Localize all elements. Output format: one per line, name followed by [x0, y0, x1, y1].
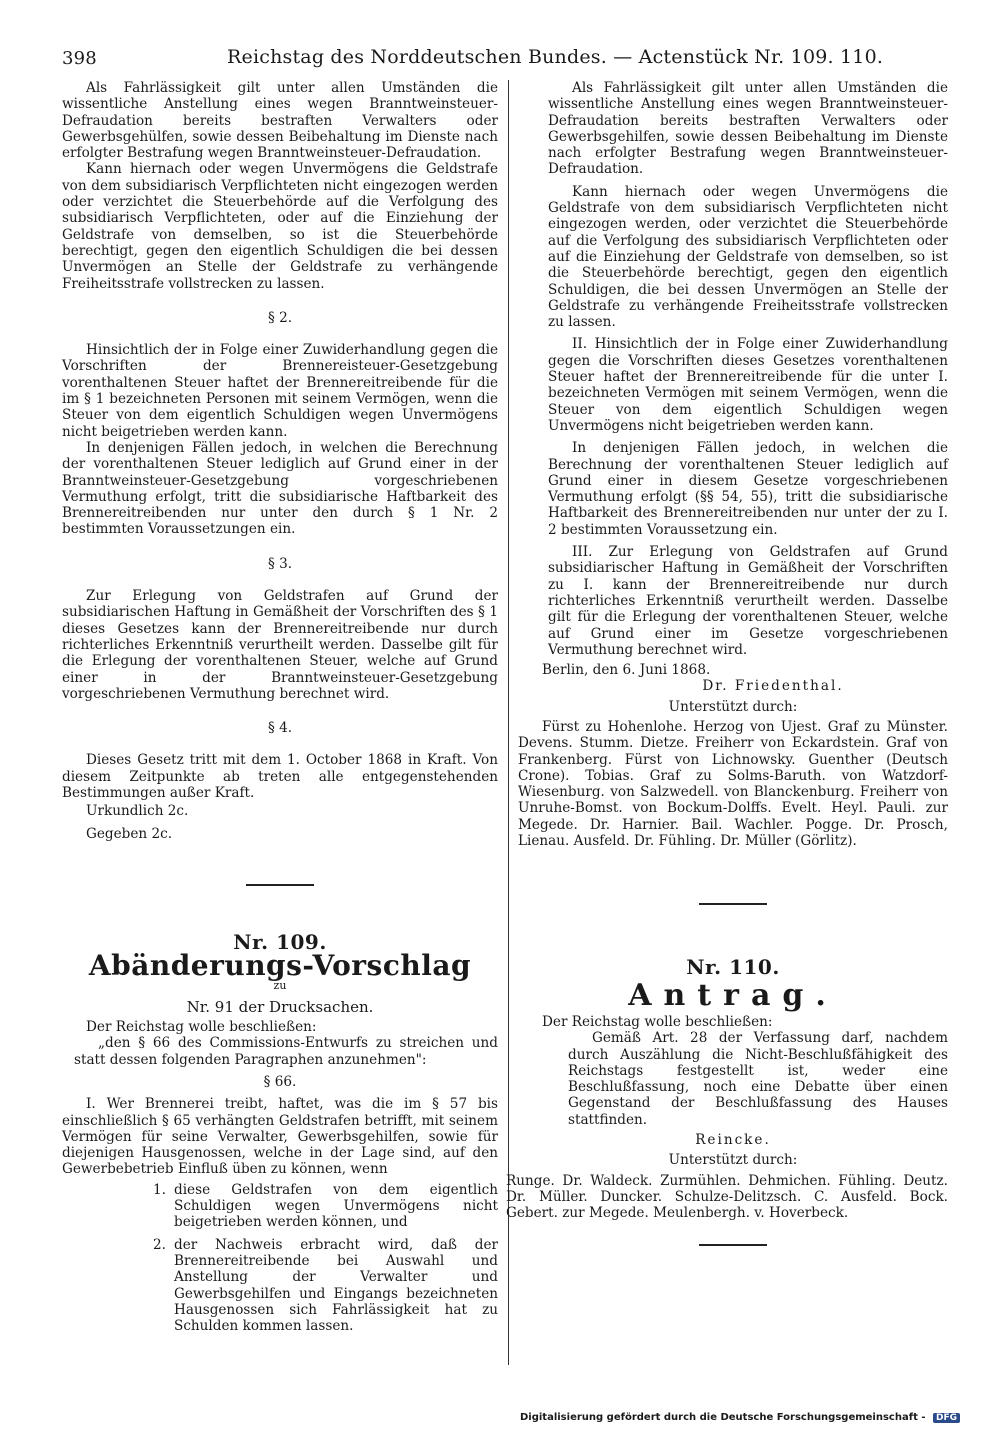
list-text: diese Geldstrafen von dem eigentlich Schuldigen wegen Unvermögens nicht beigetrieben werden können, und [174, 1181, 498, 1231]
paragraph: Als Fahrlässigkeit gilt unter allen Umständen die wissentliche Anstellung eines wegen Branntweinsteuer-Defraudation bereits bestraften Verwalters oder Gewerbsgehilfen, sowie dessen Beibehaltung im Dienste nach erfolgter Bestrafung wegen Branntweinsteuer-Defraudation. [548, 80, 948, 178]
document-reference: Nr. 91 der Drucksachen. [186, 997, 374, 1016]
supported-by: Unterstützt durch: [668, 1152, 798, 1169]
paragraph: In denjenigen Fällen jedoch, in welchen die Berechnung der vorenthaltenen Steuer lediglich auf Grund einer in diesem Gesetze vorgeschriebenen Vermuthung erfolgt (§§ 54, 55), tritt die subsidiarische Haftbarkeit des Brennereitreibenden nur unter der zu I. 2 bestimmten Voraussetzung ein. [548, 440, 948, 538]
paragraph: Gegeben 2c. [86, 825, 173, 842]
list-text: der Nachweis erbracht wird, daß der Brennereitreibende bei Auswahl und Anstellung der Verwalter und Gewerbsgehilfen und Eingangs bezeichneten Hausgenossen sich Fahrlässigkeit hat zu Schulden kommen lassen. [174, 1236, 498, 1335]
paragraph: Der Reichstag wolle beschließen: [542, 1013, 773, 1030]
dfg-logo: DFG [933, 1413, 960, 1423]
paragraph: Als Fahrlässigkeit gilt unter allen Umständen die wissentliche Anstellung eines wegen Branntweinsteuer-Defraudation bereits bestraften Verwalters oder Gewerbsgehülfen, sowie dessen Beibehaltung im Dienste nach erfolgter Bestrafung wegen Branntweinsteuer-Defraudation. [62, 80, 498, 162]
paragraph: Gemäß Art. 28 der Verfassung darf, nachdem durch Auszählung die Nicht-Beschlußfähigkeit des Reichstags festgestellt ist, weder eine Beschlußfassung, noch eine Debatte über einen Gegenstand der Beschlußfassung des Hauses stattfinden. [568, 1030, 948, 1128]
list-item [62, 1182, 498, 1231]
separator-rule [699, 1244, 767, 1246]
list-number: 2. [153, 1236, 166, 1253]
section-heading: § 3. [267, 555, 293, 572]
signer: Reincke. [695, 1132, 771, 1149]
right-column [506, 80, 948, 1246]
paragraph: Hinsichtlich der in Folge einer Zuwiderhandlung gegen die Vorschriften der Brennereisteuer-Gesetzgebung vorenthaltenen Steuer haftet der Brennereitreibende für die im § 1 bezeichneten Personen mit seinem Vermögen, wenn die Steuer von dem eigentlich Schuldigen wegen Unvermögens nicht beigetrieben werden kann. [62, 342, 498, 440]
footer-text: Digitalisierung gefördert durch die Deutsche Forschungsgemeinschaft - [519, 1412, 926, 1423]
paragraph: Kann hiernach oder wegen Unvermögens die Geldstrafe von dem subsidiarisch Verpflichteten nicht eingezogen werden, oder verzichtet die Steuerbehörde auf die Verfolgung des subsidiarisch Verpflichteten oder auf die Einziehung der Geldstrafe von demselben, so ist die Steuerbehörde berechtigt, gegen den eigentlich Schuldigen, die bei dessen Unvermögen an Stelle der Geldstrafe zu verhängende Freiheitsstrafe vollstrecken zu lassen. [548, 183, 948, 331]
date-line: Berlin, den 6. Juni 1868. [542, 662, 711, 679]
paragraph: Zur Erlegung von Geldstrafen auf Grund der subsidiarischen Haftung in Gemäßheit der Vorschriften des § 1 dieses Gesetzes kann der Brennereitreibende nur durch richterliches Erkenntniß verurtheilt werden. Dasselbe gilt für die Erlegung der vorenthaltenen Steuer, welche auf Grund einer in der Branntweinsteuer-Gesetzgebung vorgeschriebenen Vermuthung berechnet wird. [62, 588, 498, 702]
left-column [62, 80, 498, 1334]
signer: Dr. Friedenthal. [702, 678, 844, 695]
paragraph: In denjenigen Fällen jedoch, in welchen die Berechnung der vorenthaltenen Steuer lediglich auf Grund einer in der Branntweinsteuer-Gesetzgebung vorgeschriebenen Vermuthung erfolgt, tritt die subsidiarische Haftbarkeit des Brennereitreibenden nur unter den durch § 1 Nr. 2 bestimmten Voraussetzungen ein. [62, 439, 498, 538]
document-number: Nr. 109. [233, 929, 327, 954]
paragraph: Der Reichstag wolle beschließen: [86, 1019, 317, 1036]
footer-credit [520, 1412, 960, 1423]
document-number: Nr. 110. [686, 955, 780, 980]
supported-by: Unterstützt durch: [668, 698, 798, 715]
page-header [62, 44, 942, 74]
paragraph: Dieses Gesetz tritt mit dem 1. October 1868 in Kraft. Von diesem Zeitpunkte ab treten alle entgegenstehenden Bestimmungen außer Kraft. [62, 752, 498, 801]
section-heading: § 66. [263, 1073, 297, 1090]
document-title: Abänderungs-Vorschlag [88, 949, 472, 983]
document-title: Antrag. [628, 977, 838, 1013]
paragraph: III. Zur Erlegung von Geldstrafen auf Grund subsidiarischer Haftung in Gemäßheit der Vorschriften zu I. kann der Brennereitreibende nur durch richterliches Erkenntniß verurtheilt werden. Dasselbe gilt für die Erlegung der vorenthaltenen Steuer, welche auf Grund einer im Gesetze vorgeschriebenen Vermuthung berechnet wird. [548, 544, 948, 658]
paragraph: Kann hiernach oder wegen Unvermögens die Geldstrafe von dem subsidiarisch Verpflichteten nicht eingezogen werden oder verzichtet die Steuerbehörde auf die Verfolgung des subsidiarisch Verpflichteten, oder auf die Einziehung der Geldstrafe von demselben, so ist die Steuerbehörde berechtigt, gegen den eigentlich Schuldigen die bei dessen Unvermögen an Stelle der Geldstrafe zu verhängende Freiheitsstrafe vollstrecken zu lassen. [62, 161, 498, 292]
page-number: 398 [62, 48, 97, 69]
title-connector: zu [273, 979, 287, 993]
paragraph: „den § 66 des Commissions-Entwurfs zu streichen und statt dessen folgenden Paragraphen anzunehmen": [74, 1035, 498, 1068]
paragraph: Urkundlich 2c. [86, 803, 189, 820]
section-heading: § 4. [267, 720, 293, 737]
section-heading: § 2. [267, 309, 293, 326]
paragraph: II. Hinsichtlich der in Folge einer Zuwiderhandlung gegen die Vorschriften dieses Gesetzes vorenthaltenen Steuer haftet der Brennereitreibende für die unter I. bezeichneten Vermögen mit seinem Vermögen, wenn die Steuer von dem eigentlich Schuldigen wegen Unvermögens nicht beigetrieben werden kann. [548, 336, 948, 434]
list-number: 1. [153, 1181, 166, 1198]
list-item [62, 1237, 498, 1335]
paragraph: I. Wer Brennerei treibt, haftet, was die im § 57 bis einschließlich § 65 verhängten Geldstrafen betrifft, mit seinem Vermögen für seine Verwalter, Gewerbsgehilfen, sowie für diejenigen Hausgenossen, welche in der Lage sind, auf den Gewerbebetrieb Einfluß üben zu können, wenn [62, 1096, 498, 1178]
running-title: Reichstag des Norddeutschen Bundes. — Actenstück Nr. 109. 110. [227, 46, 884, 68]
supporter-names: Fürst zu Hohenlohe. Herzog von Ujest. Graf zu Münster. Devens. Stumm. Dietze. Freiherr von Eckardstein. Graf von Frankenberg. Fürst von Lichnowsky. Guenther (Deutsch Crone). Tobias. Graf zu Solms-Baruth. von Watzdorf-Wiesenburg. von Salzwedell. von Blanckenburg. Freiherr von Unruhe-Bomst. von Bockum-Dolffs. Evelt. Heyl. Pauli. zur Megede. Dr. Harnier. Bail. Wachler. Pogge. Dr. Prosch, Lienau. Ausfeld. Dr. Fühling. Dr. Müller (Görlitz). [518, 718, 948, 850]
supporter-names: Runge. Dr. Waldeck. Zurmühlen. Dehmichen. Fühling. Deutz. Dr. Müller. Duncker. Schulze-Delitzsch. C. Ausfeld. Bock. Gebert. zur Megede. Meulenbergh. v. Hoverbeck. [506, 1172, 948, 1222]
